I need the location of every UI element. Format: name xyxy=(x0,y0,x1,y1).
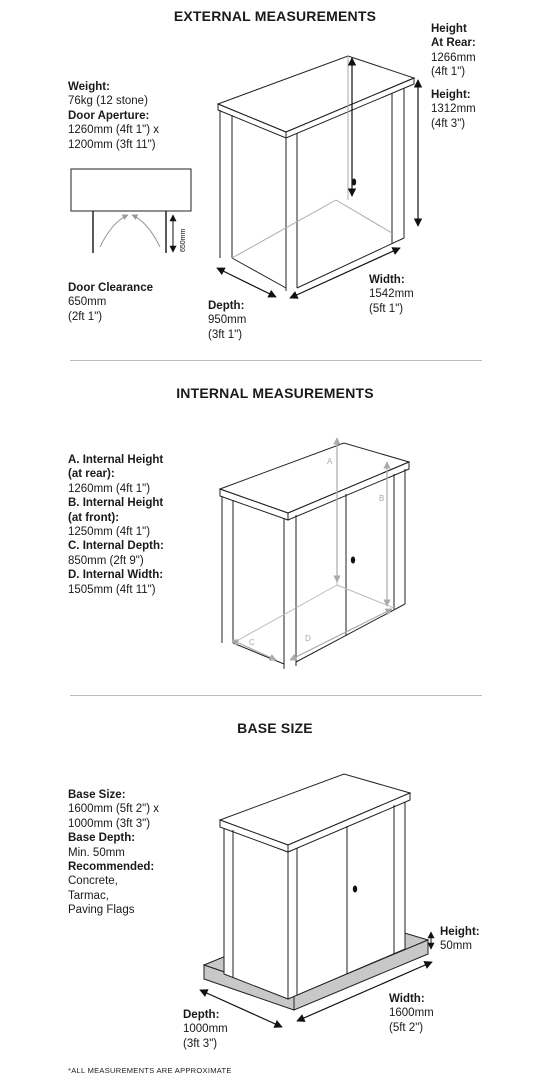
internal-c-label: C. Internal Depth: xyxy=(68,540,164,553)
base-width-label: Width: xyxy=(389,993,425,1005)
base-depth-req-label: Base Depth: xyxy=(68,832,136,845)
width-label: Width: xyxy=(369,274,405,286)
recommended-3: Paving Flags xyxy=(68,904,135,917)
internal-d-value: 1505mm (4ft 11") xyxy=(68,583,156,596)
door-aperture-label: Door Aperture: xyxy=(68,109,150,122)
internal-b-value: 1250mm (4ft 1") xyxy=(68,526,151,539)
height-label: Height: xyxy=(431,89,471,101)
depth-line1: 950mm xyxy=(208,314,247,327)
height-rear-label2: At Rear: xyxy=(431,37,476,50)
base-height-value: 50mm xyxy=(440,940,472,953)
door-aperture-line1: 1260mm (4ft 1") x xyxy=(68,124,160,137)
height-line1: 1312mm xyxy=(431,103,476,116)
height-rear-label1: Height xyxy=(431,23,467,35)
internal-c-value: 850mm (2ft 9") xyxy=(68,554,144,567)
internal-b-label2: (at front): xyxy=(68,511,120,524)
door-aperture-line2: 1200mm (3ft 11") xyxy=(68,138,156,151)
door-clearance-line1: 650mm xyxy=(68,296,107,309)
recommended-1: Concrete, xyxy=(68,875,118,888)
base-door-handle xyxy=(353,886,357,893)
internal-b-label1: B. Internal Height xyxy=(68,497,164,510)
base-size-line1: 1600mm (5ft 2") x xyxy=(68,803,160,816)
marker-b: B xyxy=(379,494,385,503)
weight-value: 76kg (12 stone) xyxy=(68,95,148,108)
internal-a-label2: (at rear): xyxy=(68,468,115,481)
depth-label: Depth: xyxy=(208,300,245,312)
base-depth-label: Depth: xyxy=(183,1009,220,1021)
height-rear-line1: 1266mm xyxy=(431,51,476,64)
door-clearance-line2: (2ft 1") xyxy=(68,310,103,323)
internal-a-label1: A. Internal Height xyxy=(68,454,164,466)
marker-a: A xyxy=(327,457,333,466)
recommended-label: Recommended: xyxy=(68,861,155,874)
marker-c: C xyxy=(249,638,255,647)
internal-a-value: 1260mm (4ft 1") xyxy=(68,482,151,495)
weight-label: Weight: xyxy=(68,81,110,93)
base-height-label: Height: xyxy=(440,926,480,938)
base-size-label: Base Size: xyxy=(68,789,126,801)
width-line2: (5ft 1") xyxy=(369,302,404,315)
base-width-line1: 1600mm xyxy=(389,1007,434,1020)
door-clearance-label: Door Clearance xyxy=(68,282,154,294)
height-line2: (4ft 3") xyxy=(431,117,466,130)
clearance-dim-label: 650mm xyxy=(180,228,187,252)
recommended-2: Tarmac, xyxy=(68,889,109,902)
internal-title: INTERNAL MEASUREMENTS xyxy=(176,385,374,401)
base-depth-line1: 1000mm xyxy=(183,1023,228,1036)
internal-d-label: D. Internal Width: xyxy=(68,569,164,582)
base-depth-line2: (3ft 3") xyxy=(183,1037,218,1050)
marker-d: D xyxy=(305,634,311,643)
base-width-line2: (5ft 2") xyxy=(389,1021,424,1034)
width-line1: 1542mm xyxy=(369,288,414,301)
base-depth-req-value: Min. 50mm xyxy=(68,846,125,859)
footnote: *ALL MEASUREMENTS ARE APPROXIMATE xyxy=(68,1066,232,1075)
depth-line2: (3ft 1") xyxy=(208,328,243,341)
base-title: BASE SIZE xyxy=(237,720,313,736)
external-title: EXTERNAL MEASUREMENTS xyxy=(173,8,377,24)
height-rear-line2: (4ft 1") xyxy=(431,66,466,79)
base-size-line2: 1000mm (3ft 3") xyxy=(68,817,151,830)
